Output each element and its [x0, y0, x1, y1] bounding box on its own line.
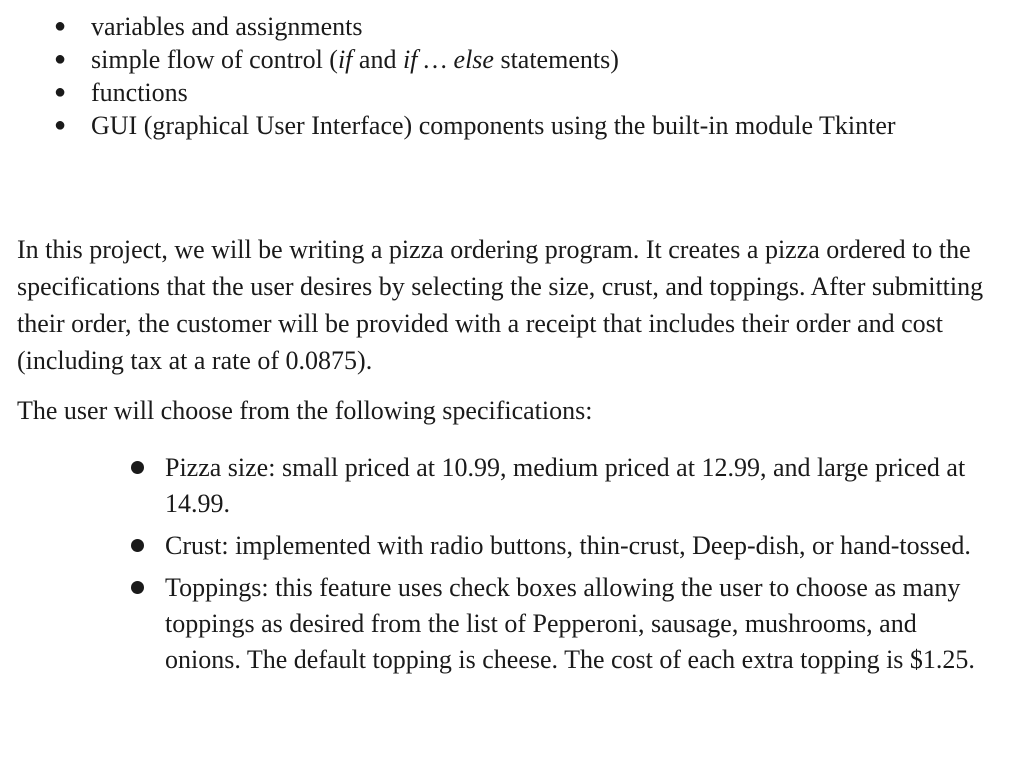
bullet-icon: ● [54, 48, 67, 70]
bullet-icon [131, 539, 144, 552]
list-item [0, 450, 995, 522]
topic-text: variables and assignments [91, 12, 363, 41]
spec-text: Crust: implemented with radio buttons, thin-crust, Deep-dish, or hand-tossed. [165, 531, 971, 560]
list-item [0, 570, 995, 678]
bullet-icon: ● [54, 81, 67, 103]
intro-paragraph: In this project, we will be writing a pizza ordering program. It creates a pizza ordered to the specifications that the user desires by selecting the size, crust, and toppings. After submitting their order, the customer will be provided with a receipt that includes their order and cost (including tax at a rate of 0.0875). [17, 235, 984, 375]
list-item [0, 10, 911, 43]
list-item [0, 109, 911, 142]
list-item [0, 76, 911, 109]
spec-text: Pizza size: small priced at 10.99, medium priced at 12.99, and large priced at 14.99. [165, 453, 966, 518]
topic-list [0, 10, 911, 142]
spec-list [0, 450, 995, 684]
topic-text: GUI (graphical User Interface) components using the built-in module Tkinter [91, 111, 896, 140]
spec-text: Toppings: this feature uses check boxes allowing the user to choose as many toppings as desired from the list of Pepperoni, sausage, mushrooms, and onions. The default topping is cheese. The cost of each extra topping is $1.25. [165, 573, 975, 674]
topic-text: functions [91, 78, 188, 107]
bullet-icon [131, 461, 144, 474]
bullet-icon: ● [54, 114, 67, 136]
list-item [0, 43, 911, 76]
bullet-icon [131, 581, 144, 594]
bullet-icon: ● [54, 15, 67, 37]
list-item [0, 528, 995, 564]
choose-paragraph: The user will choose from the following specifications: [17, 396, 593, 425]
topic-text: simple flow of control (if and if … else statements) [91, 45, 619, 74]
